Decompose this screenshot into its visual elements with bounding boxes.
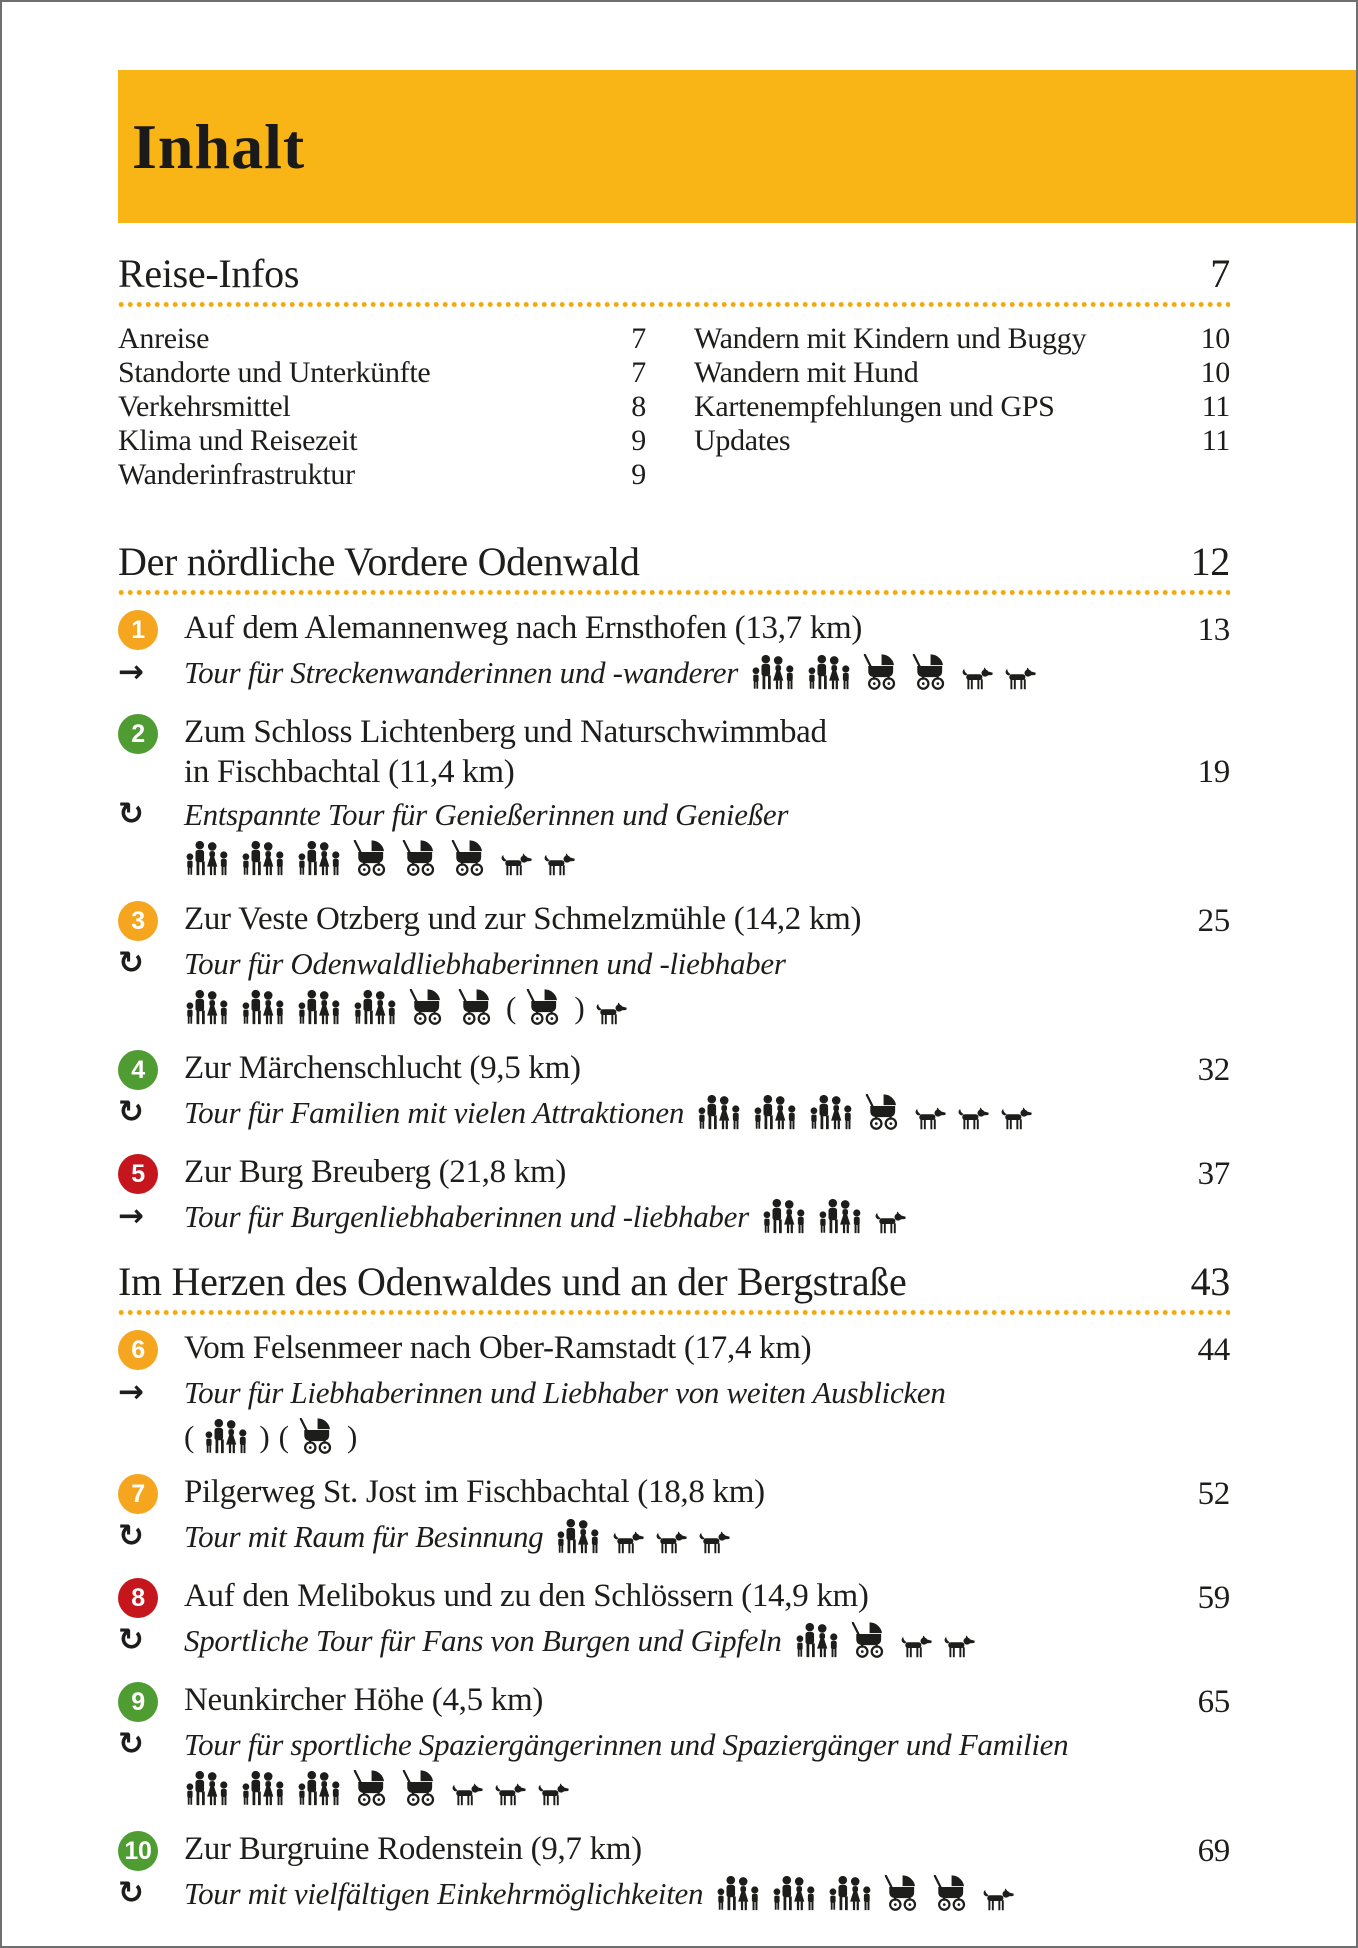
dog-icon bbox=[499, 853, 533, 876]
tour-pictograms-row bbox=[184, 989, 628, 1025]
tour-number-badge: 1 bbox=[118, 610, 158, 650]
tour-page-number: 19 bbox=[1197, 754, 1230, 790]
tour-number-badge: 7 bbox=[118, 1474, 158, 1514]
tour-pictograms-row bbox=[184, 1770, 570, 1806]
tour-pictograms-row bbox=[184, 840, 576, 876]
tour-entry-2 bbox=[118, 712, 1230, 881]
section-heading-reise-infos bbox=[118, 252, 1230, 308]
stroller-icon bbox=[352, 1770, 392, 1806]
route-type-loop-icon: ↻ bbox=[118, 945, 144, 981]
family-icon bbox=[296, 1770, 343, 1806]
stroller-icon bbox=[862, 654, 902, 690]
tour-title: Vom Felsenmeer nach Ober-Ramstadt (17,4 km) bbox=[184, 1330, 812, 1366]
tour-page-number: 32 bbox=[1197, 1052, 1230, 1088]
route-type-arrow-icon: → bbox=[118, 1198, 144, 1234]
toc-entry: Klima und Reisezeit 9 bbox=[118, 424, 646, 457]
family-icon bbox=[794, 1622, 841, 1658]
family-icon bbox=[827, 1875, 874, 1911]
family-icon bbox=[352, 989, 399, 1025]
tour-pictograms bbox=[715, 1875, 1015, 1911]
family-icon bbox=[240, 989, 287, 1025]
family-icon bbox=[184, 989, 231, 1025]
route-type-loop-icon: ↻ bbox=[118, 1094, 144, 1130]
route-type-arrow-icon: → bbox=[118, 654, 144, 690]
stroller-icon bbox=[457, 989, 497, 1025]
stroller-icon bbox=[352, 840, 392, 876]
tour-title: Auf den Melibokus und zu den Schlössern (14,9 km) bbox=[184, 1578, 869, 1614]
tour-title: Zur Burgruine Rodenstein (9,7 km) bbox=[184, 1831, 642, 1867]
tour-number-badge: 4 bbox=[118, 1050, 158, 1090]
tour-number-badge: 2 bbox=[118, 714, 158, 754]
family-icon bbox=[240, 840, 287, 876]
dog-icon bbox=[899, 1635, 933, 1658]
dotted-leader-line bbox=[118, 301, 1230, 308]
tour-number-badge: 10 bbox=[118, 1831, 158, 1871]
family-icon bbox=[806, 654, 853, 690]
dog-icon bbox=[873, 1211, 907, 1234]
route-type-loop-icon: ↻ bbox=[118, 1518, 144, 1554]
toc-entry: Standorte und Unterkünfte 7 bbox=[118, 356, 646, 389]
stroller-icon bbox=[525, 989, 565, 1025]
paren-close: ) bbox=[346, 1419, 358, 1454]
tour-title: Auf dem Alemannenweg nach Ernsthofen (13,7 km) bbox=[184, 610, 863, 646]
dog-icon bbox=[981, 1888, 1015, 1911]
tour-page-number: 59 bbox=[1197, 1580, 1230, 1616]
tour-pictograms bbox=[696, 1094, 1033, 1130]
dog-icon bbox=[594, 1002, 628, 1025]
section-heading-text: Der nördliche Vordere Odenwald bbox=[118, 539, 640, 584]
section-heading-text: Reise-Infos bbox=[118, 251, 300, 296]
dog-icon bbox=[999, 1107, 1033, 1130]
tour-page-number: 65 bbox=[1197, 1684, 1230, 1720]
family-icon bbox=[808, 1094, 855, 1130]
dog-icon bbox=[1003, 667, 1037, 690]
tour-page-number: 44 bbox=[1197, 1332, 1230, 1368]
tour-subtitle: Tour für Liebhaberinnen und Liebhaber von weiten Ausblicken bbox=[184, 1375, 946, 1410]
family-icon bbox=[296, 989, 343, 1025]
stroller-icon bbox=[864, 1094, 904, 1130]
family-icon bbox=[817, 1198, 864, 1234]
tour-entry-3 bbox=[118, 899, 1230, 1030]
toc-entry: Wanderinfrastruktur 9 bbox=[118, 458, 646, 491]
family-icon bbox=[761, 1198, 808, 1234]
tour-number-badge: 9 bbox=[118, 1682, 158, 1722]
stroller-icon bbox=[911, 654, 951, 690]
family-icon bbox=[184, 840, 231, 876]
tour-entry-1 bbox=[118, 608, 1230, 694]
stroller-icon bbox=[401, 840, 441, 876]
dog-icon bbox=[450, 1783, 484, 1806]
tour-page-number: 37 bbox=[1197, 1156, 1230, 1192]
section-heading-noerdlicher-odenwald bbox=[118, 540, 1230, 596]
family-icon bbox=[752, 1094, 799, 1130]
tour-subtitle: Tour für Burgenliebhaberinnen und -liebhaber bbox=[184, 1196, 1230, 1238]
family-icon bbox=[555, 1518, 602, 1554]
toc-content bbox=[2, 2, 1356, 1915]
dog-icon bbox=[960, 667, 994, 690]
stroller-icon bbox=[883, 1875, 923, 1911]
family-icon bbox=[240, 1770, 287, 1806]
reise-infos-left-column bbox=[118, 322, 646, 492]
stroller-icon bbox=[298, 1418, 338, 1454]
tour-subtitle: Tour für Odenwaldliebhaberinnen und -liebhaber bbox=[184, 946, 786, 981]
route-type-arrow-icon: → bbox=[118, 1374, 144, 1410]
dog-icon bbox=[536, 1783, 570, 1806]
tour-page-number: 13 bbox=[1197, 612, 1230, 648]
tour-pictograms bbox=[794, 1622, 976, 1658]
toc-entry: Anreise 7 bbox=[118, 322, 646, 355]
section-heading-text: Im Herzen des Odenwaldes und an der Bergstraße bbox=[118, 1259, 907, 1304]
tour-page-number: 25 bbox=[1197, 903, 1230, 939]
route-type-loop-icon: ↻ bbox=[118, 1726, 144, 1762]
tour-entry-5 bbox=[118, 1152, 1230, 1238]
toc-entry: Verkehrsmittel 8 bbox=[118, 390, 646, 423]
tour-subtitle: Sportliche Tour für Fans von Burgen und Gipfeln bbox=[184, 1620, 1230, 1662]
tour-title: Zur Märchenschlucht (9,5 km) bbox=[184, 1050, 581, 1086]
dog-icon bbox=[493, 1783, 527, 1806]
dog-icon bbox=[654, 1531, 688, 1554]
tour-pictograms-row bbox=[184, 1418, 357, 1454]
title-banner bbox=[118, 70, 1356, 223]
dog-icon bbox=[611, 1531, 645, 1554]
dog-icon bbox=[697, 1531, 731, 1554]
tour-entry-4 bbox=[118, 1048, 1230, 1134]
tour-pictograms bbox=[750, 654, 1037, 690]
section-page-number: 7 bbox=[1210, 251, 1230, 296]
toc-entry: Wandern mit Kindern und Buggy 10 bbox=[694, 322, 1230, 355]
section-page-number: 12 bbox=[1190, 539, 1230, 584]
tour-subtitle: Tour für Familien mit vielen Attraktionen bbox=[184, 1092, 1230, 1134]
stroller-icon bbox=[401, 1770, 441, 1806]
toc-entry: Updates 11 bbox=[694, 424, 1230, 457]
tour-title: Pilgerweg St. Jost im Fischbachtal (18,8 km) bbox=[184, 1474, 765, 1510]
tour-number-badge: 3 bbox=[118, 901, 158, 941]
paren-open: ( bbox=[278, 1419, 289, 1454]
tour-title: Zum Schloss Lichtenberg und Naturschwimmbad in Fischbachtal (11,4 km) bbox=[184, 714, 827, 790]
dotted-leader-line bbox=[118, 1309, 1230, 1316]
route-type-loop-icon: ↻ bbox=[118, 1875, 144, 1911]
dog-icon bbox=[542, 853, 576, 876]
tour-number-badge: 6 bbox=[118, 1330, 158, 1370]
route-type-loop-icon: ↻ bbox=[118, 796, 144, 832]
tour-number-badge: 5 bbox=[118, 1154, 158, 1194]
tour-subtitle: Tour mit vielfältigen Einkehrmöglichkeiten bbox=[184, 1873, 1230, 1915]
tour-subtitle: Entspannte Tour für Genießerinnen und Genießer bbox=[184, 797, 789, 832]
reise-infos-right-column bbox=[694, 322, 1230, 492]
tour-pictograms bbox=[761, 1198, 907, 1234]
tour-title: Neunkircher Höhe (4,5 km) bbox=[184, 1682, 544, 1718]
toc-entry: Kartenempfehlungen und GPS 11 bbox=[694, 390, 1230, 423]
paren-open: ( bbox=[184, 1419, 195, 1454]
tour-entry-6 bbox=[118, 1328, 1230, 1454]
paren-open: ( bbox=[506, 990, 517, 1025]
tour-subtitle: Tour für Streckenwanderinnen und -wanderer bbox=[184, 652, 1230, 694]
stroller-icon bbox=[408, 989, 448, 1025]
tour-title: Zur Veste Otzberg und zur Schmelzmühle (14,2 km) bbox=[184, 901, 862, 937]
dog-icon bbox=[913, 1107, 947, 1130]
family-icon bbox=[296, 840, 343, 876]
reise-infos-list bbox=[118, 322, 1230, 492]
tour-page-number: 52 bbox=[1197, 1476, 1230, 1512]
page-title: Inhalt bbox=[132, 110, 306, 182]
tour-subtitle: Tour mit Raum für Besinnung bbox=[184, 1516, 1230, 1558]
section-page-number: 43 bbox=[1190, 1259, 1230, 1304]
tour-entry-8 bbox=[118, 1576, 1230, 1662]
tour-title: Zur Burg Breuberg (21,8 km) bbox=[184, 1154, 567, 1190]
section-heading-herzen-odenwald bbox=[118, 1260, 1230, 1316]
tour-subtitle: Tour für sportliche Spaziergängerinnen und Spaziergänger und Familien bbox=[184, 1727, 1069, 1762]
stroller-icon bbox=[850, 1622, 890, 1658]
family-icon bbox=[715, 1875, 762, 1911]
paren-close: ) bbox=[259, 1419, 270, 1454]
family-icon bbox=[696, 1094, 743, 1130]
tour-entry-10 bbox=[118, 1829, 1230, 1915]
family-icon bbox=[771, 1875, 818, 1911]
stroller-icon bbox=[450, 840, 490, 876]
tour-number-badge: 8 bbox=[118, 1578, 158, 1618]
stroller-icon bbox=[932, 1875, 972, 1911]
family-icon bbox=[750, 654, 797, 690]
toc-entry: Wandern mit Hund 10 bbox=[694, 356, 1230, 389]
tour-entry-7 bbox=[118, 1472, 1230, 1558]
tour-pictograms bbox=[555, 1518, 731, 1554]
route-type-loop-icon: ↻ bbox=[118, 1622, 144, 1658]
dotted-leader-line bbox=[118, 589, 1230, 596]
paren-close: ) bbox=[574, 990, 585, 1025]
family-icon bbox=[203, 1418, 250, 1454]
dog-icon bbox=[942, 1635, 976, 1658]
dog-icon bbox=[956, 1107, 990, 1130]
tour-page-number: 69 bbox=[1197, 1833, 1230, 1869]
tour-entry-9 bbox=[118, 1680, 1230, 1811]
family-icon bbox=[184, 1770, 231, 1806]
